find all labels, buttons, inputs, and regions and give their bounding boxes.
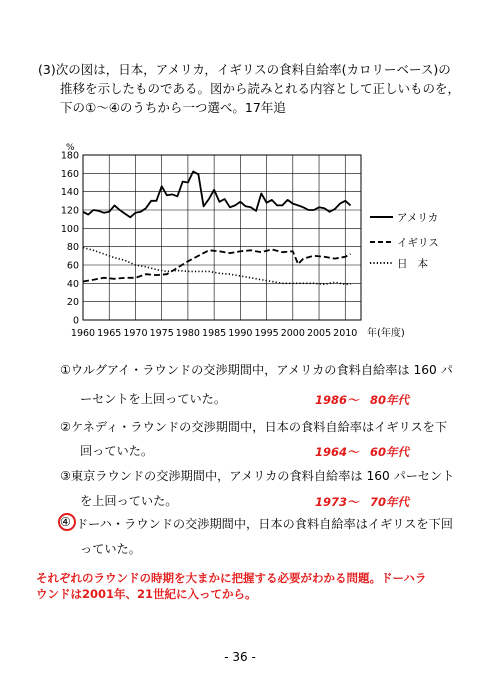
y-tick-label-100: 100: [60, 223, 79, 235]
series-lines: [83, 172, 351, 285]
legend-label-3: 日本: [397, 258, 438, 270]
legend-label-1: アメリカ: [397, 212, 439, 224]
option-4-line-2: っていた。: [80, 542, 141, 556]
x-tick-label-1965: 1965: [97, 328, 122, 339]
legend: [370, 212, 439, 270]
y-tick-label-60: 60: [66, 260, 79, 272]
option-4-line-1: ドーハ・ラウンドの交渉期間中，日本の食料自給率はイギリスを下回: [76, 517, 453, 531]
x-tick-label-2010: 2010: [333, 328, 358, 339]
annotation-option-1: 1986～ 80年代: [315, 393, 410, 407]
x-tick-label-1980: 1980: [175, 328, 200, 339]
page-number: - 36 -: [224, 650, 256, 664]
y-axis-unit: %: [66, 143, 75, 153]
annotation-option-3: 1973～ 70年代: [315, 495, 410, 509]
x-tick-label-1975: 1975: [149, 328, 174, 339]
question-line-3: 下の①～④のうちから一つ選べ。17年追: [60, 100, 286, 115]
y-axis-ticks: [61, 151, 79, 327]
x-tick-label-1960: 1960: [70, 328, 96, 339]
y-tick-label-20: 20: [66, 297, 79, 309]
option-1-line-2: ーセントを上回っていた。: [80, 392, 227, 406]
y-tick-label-160: 160: [60, 168, 79, 180]
x-axis-ticks: [71, 328, 357, 339]
annotation-option-2: 1964～ 60年代: [315, 445, 410, 459]
option-4-number: ④: [60, 515, 71, 529]
option-2-line-2: 回っていた。: [80, 444, 154, 458]
x-tick-label-2000: 2000: [280, 328, 305, 339]
option-3-line-1: ③東京ラウンドの交渉期間中，アメリカの食料自給率は 160 パーセント: [60, 469, 455, 483]
grid: [83, 155, 361, 320]
comment-line-1: それぞれのラウンドの時期を大まかに把握する必要がわかる問題。ドーハラ: [36, 571, 427, 585]
y-tick-label-40: 40: [66, 278, 79, 290]
y-tick-label-180: 180: [60, 150, 79, 162]
y-tick-label-140: 140: [60, 187, 79, 199]
x-axis-unit: 年(年度): [367, 328, 405, 339]
x-tick-label-1985: 1985: [202, 328, 227, 339]
question-line-2: 推移を示したものである。図から読みとれる内容として正しいものを，: [60, 81, 461, 96]
y-tick-label-0: 0: [72, 315, 79, 327]
option-1-line-1: ①ウルグアイ・ラウンドの交渉期間中，アメリカの食料自給率は 160 パ: [60, 363, 453, 377]
x-tick-label-1990: 1990: [228, 328, 253, 339]
question-line-1: (3)次の図は，日本，アメリカ，イギリスの食料自給率(カロリーベース)の: [38, 62, 451, 77]
y-tick-label-80: 80: [66, 242, 79, 254]
comment-line-2: ウンドは2001年、21世紀に入ってから。: [36, 587, 257, 601]
series-line-2: [83, 249, 351, 281]
x-tick-label-1995: 1995: [254, 328, 279, 339]
option-2-line-1: ②ケネディ・ラウンドの交渉期間中，日本の食料自給率はイギリスを下: [60, 420, 448, 434]
legend-label-2: イギリス: [397, 237, 439, 249]
option-3-line-2: を上回っていた。: [80, 494, 178, 508]
y-tick-label-120: 120: [60, 205, 79, 217]
x-tick-label-2005: 2005: [306, 328, 332, 339]
series-line-1: [83, 172, 351, 218]
x-tick-label-1970: 1970: [123, 328, 148, 339]
